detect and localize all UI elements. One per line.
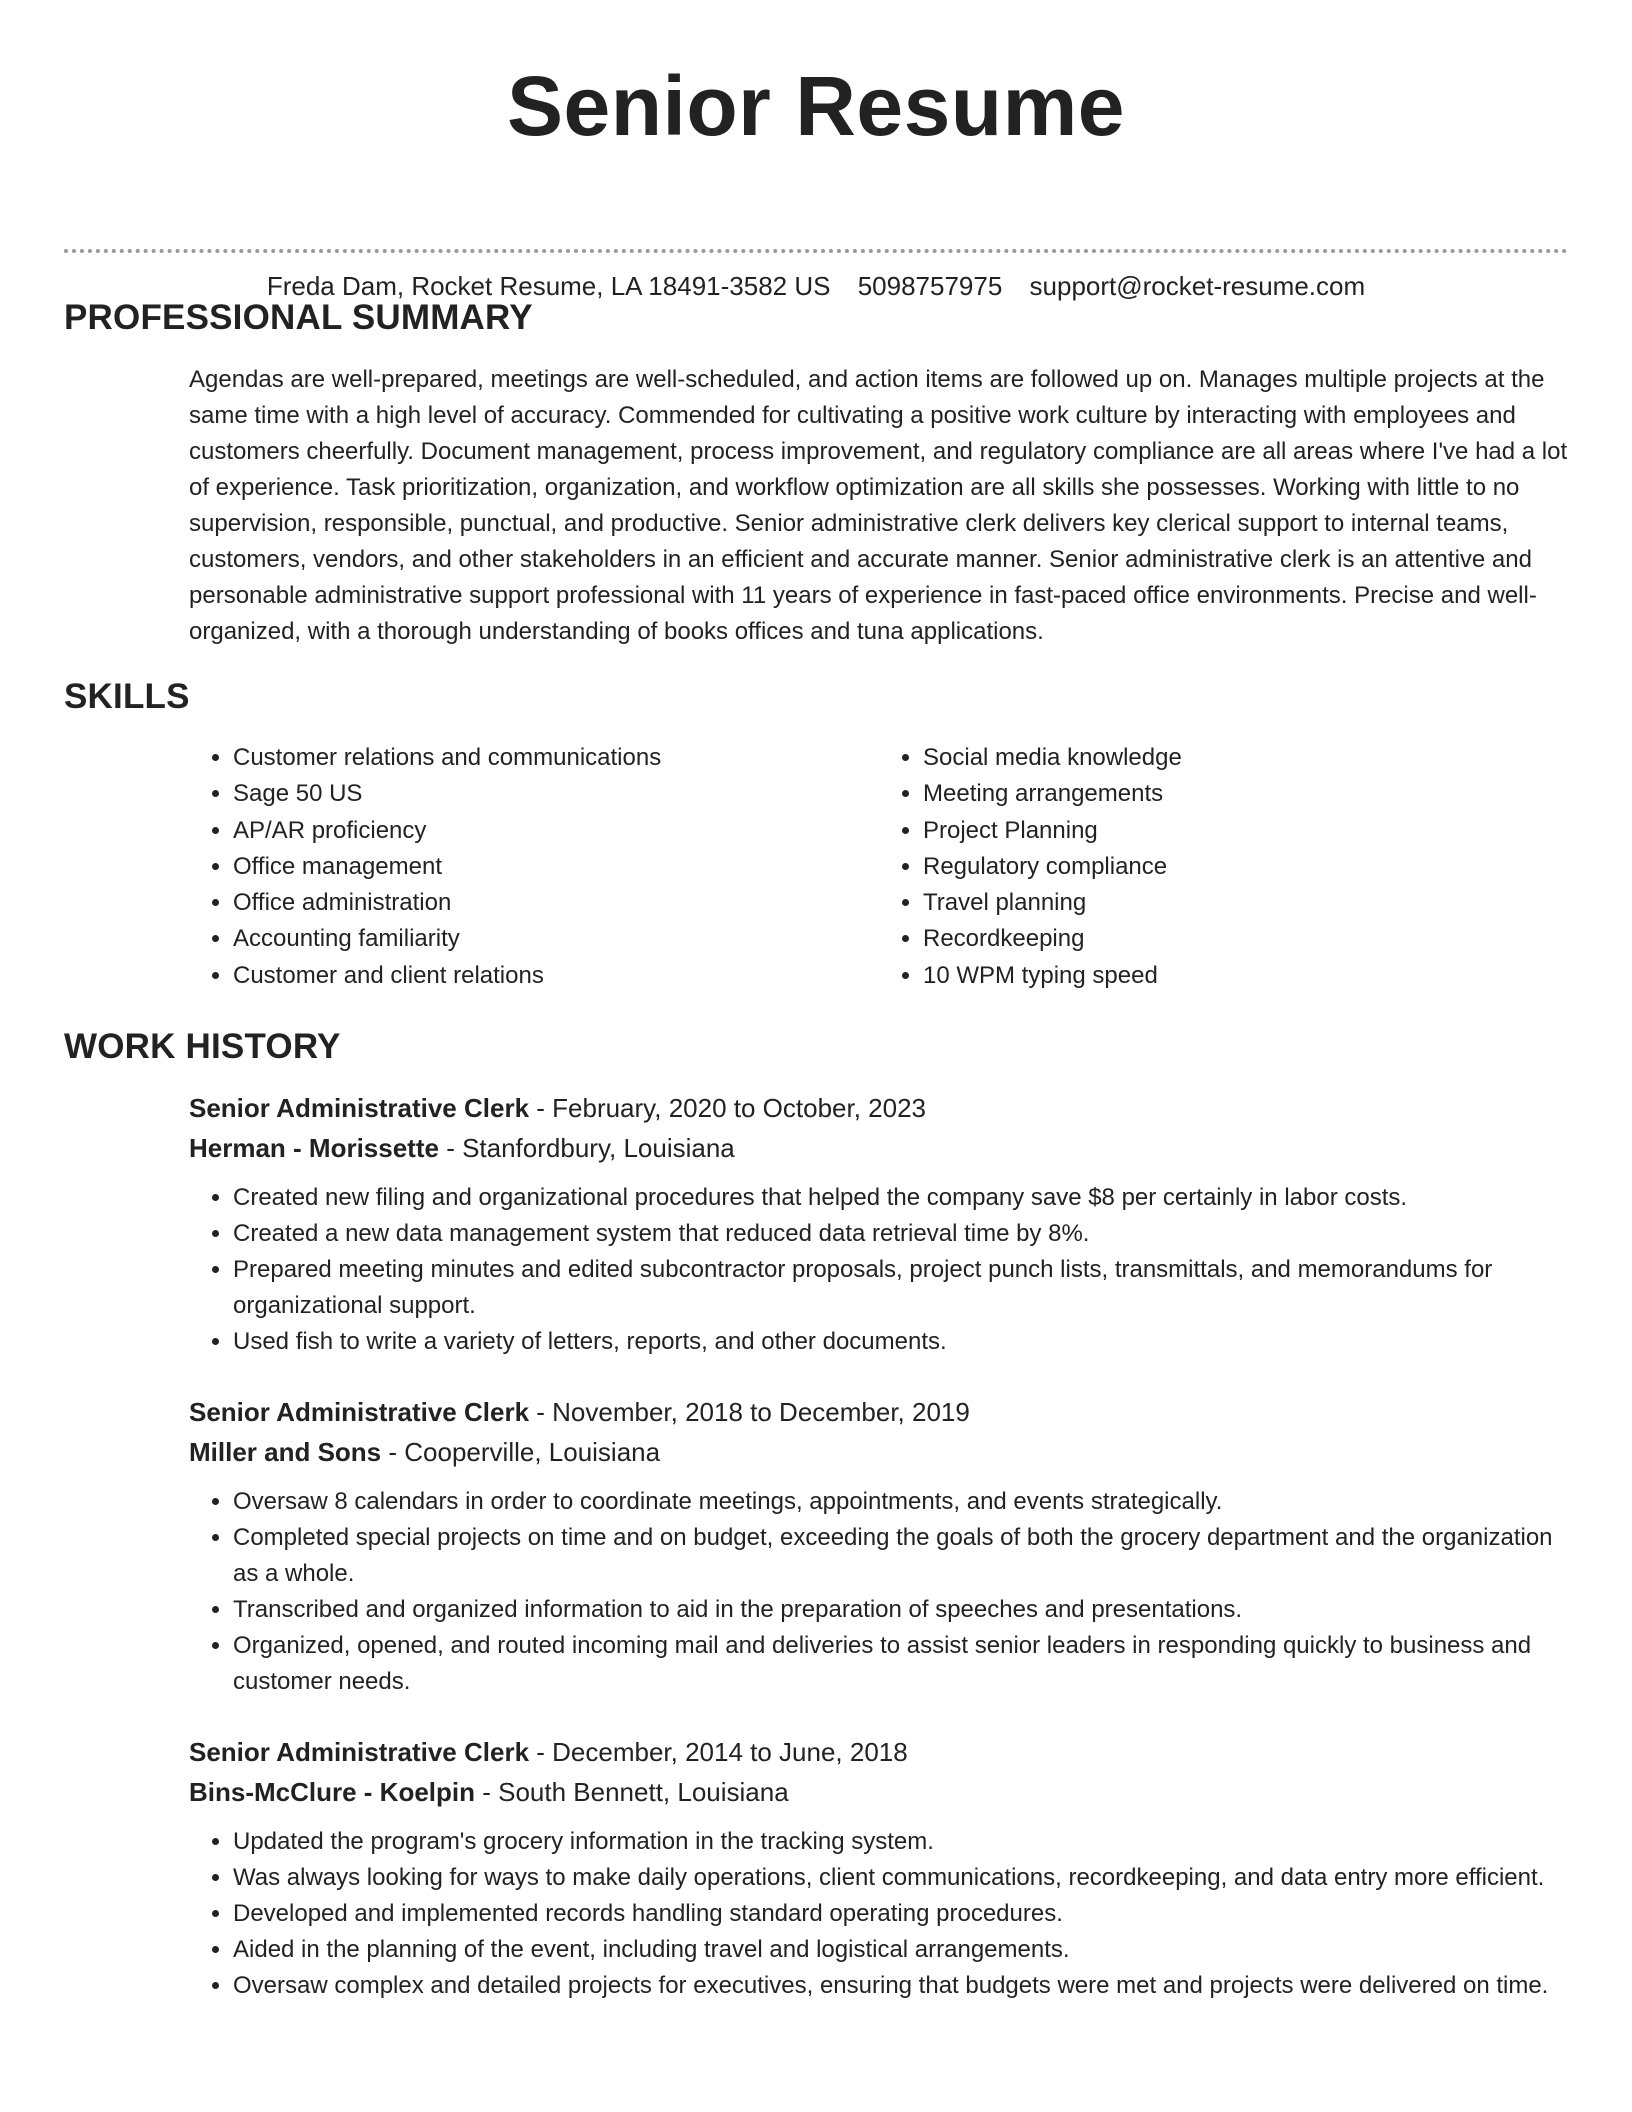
job-dates: - November, 2018 to December, 2019 — [529, 1397, 970, 1427]
job-location: - South Bennett, Louisiana — [475, 1777, 789, 1807]
job-bullet: • Developed and implemented records handling standard operating procedures. — [233, 1896, 1569, 1932]
job-entry — [189, 1088, 1569, 1360]
job-company-line — [189, 1772, 1569, 1812]
job-dates: - February, 2020 to October, 2023 — [529, 1093, 927, 1123]
job-location: - Cooperville, Louisiana — [381, 1437, 661, 1467]
job-bullet: • Oversaw 8 calendars in order to coordinate meetings, appointments, and events strategically. — [233, 1484, 1569, 1520]
job-title-line — [189, 1392, 1569, 1432]
job-title: Senior Administrative Clerk — [189, 1093, 530, 1123]
skill-item: • Office administration — [233, 885, 879, 921]
job-bullets — [189, 1484, 1569, 1700]
skill-item: • Accounting familiarity — [233, 921, 879, 957]
job-entry — [189, 1732, 1569, 2004]
job-bullet: • Was always looking for ways to make daily operations, client communications, recordkeeping, and data entry more efficient. — [233, 1860, 1569, 1896]
job-title: Senior Administrative Clerk — [189, 1397, 530, 1427]
skill-item: • Meeting arrangements — [923, 776, 1569, 812]
job-company: Bins-McClure - Koelpin — [189, 1777, 476, 1807]
job-bullet: • Completed special projects on time and on budget, exceeding the goals of both the grocery department and the organization as a whole. — [233, 1520, 1569, 1592]
resume-page — [64, 0, 1568, 1999]
job-bullet: • Organized, opened, and routed incoming mail and deliveries to assist senior leaders in responding quickly to business and customer needs. — [233, 1628, 1569, 1700]
skills-heading: SKILLS — [64, 677, 190, 716]
job-bullet: • Transcribed and organized information to aid in the preparation of speeches and presentations. — [233, 1592, 1569, 1628]
contact-email: support@rocket-resume.com — [1029, 271, 1366, 301]
job-location: - Stanfordbury, Louisiana — [438, 1133, 735, 1163]
skills-column-right — [879, 740, 1569, 994]
work-history-heading: WORK HISTORY — [64, 1027, 341, 1066]
skill-item: • AP/AR proficiency — [233, 813, 879, 849]
job-bullets — [189, 1180, 1569, 1360]
job-bullet: • Aided in the planning of the event, including travel and logistical arrangements. — [233, 1932, 1569, 1968]
job-bullets — [189, 1824, 1569, 2004]
job-company: Herman - Morissette — [189, 1133, 439, 1163]
resume-title: Senior Resume — [506, 59, 1126, 153]
skill-item: • Sage 50 US — [233, 776, 879, 812]
job-bullet: • Updated the program's grocery information in the tracking system. — [233, 1824, 1569, 1860]
skills-column-left — [189, 740, 879, 994]
job-dates: - December, 2014 to June, 2018 — [529, 1737, 908, 1767]
skill-item: • Recordkeeping — [923, 921, 1569, 957]
job-company: Miller and Sons — [189, 1437, 382, 1467]
contact-address: Freda Dam, Rocket Resume, LA 18491-3582 US — [266, 271, 831, 301]
skill-item: • Customer relations and communications — [233, 740, 879, 776]
summary-text: Agendas are well-prepared, meetings are well-scheduled, and action items are followed up on. Manages multiple projects at the same time with a high level of accuracy. Commended for cultivating a positive work culture by interacting with employees and customers cheerfully. Document management, process improvement, and regulatory compliance are all areas where I've had a lot of experience. Task prioritization, organization, and workflow optimization are all skills she possesses. Working with little to no supervision, responsible, punctual, and productive. Senior administrative clerk delivers key clerical support to internal teams, customers, vendors, and other stakeholders in an efficient and accurate manner. Senior administrative clerk is an attentive and personable administrative support professional with 11 years of experience in fast-paced office environments. Precise and well-organized, with a thorough understanding of books offices and tuna applications. — [189, 366, 1568, 645]
header-divider — [64, 249, 1568, 253]
skill-item: • Travel planning — [923, 885, 1569, 921]
skill-item: • Project Planning — [923, 813, 1569, 849]
skill-item: • Customer and client relations — [233, 958, 879, 994]
job-title-line — [189, 1732, 1569, 1772]
job-bullet: • Oversaw complex and detailed projects for executives, ensuring that budgets were met and projects were delivered on time. — [233, 1968, 1569, 2004]
skill-item: • Office management — [233, 849, 879, 885]
job-bullet: • Used fish to write a variety of letters, reports, and other documents. — [233, 1324, 1569, 1360]
contact-phone: 5098757975 — [857, 271, 1003, 301]
job-entry — [189, 1392, 1569, 1700]
skill-item: • Regulatory compliance — [923, 849, 1569, 885]
job-company-line — [189, 1128, 1569, 1168]
summary-heading: PROFESSIONAL SUMMARY — [64, 298, 533, 337]
skill-item: • Social media knowledge — [923, 740, 1569, 776]
job-bullet: • Prepared meeting minutes and edited subcontractor proposals, project punch lists, transmittals, and memorandums for organizational support. — [233, 1252, 1569, 1324]
skills-list — [189, 740, 1569, 994]
job-title: Senior Administrative Clerk — [189, 1737, 530, 1767]
job-title-line — [189, 1088, 1569, 1128]
job-bullet: • Created new filing and organizational procedures that helped the company save $8 per certainly in labor costs. — [233, 1180, 1569, 1216]
job-bullet: • Created a new data management system that reduced data retrieval time by 8%. — [233, 1216, 1569, 1252]
job-company-line — [189, 1432, 1569, 1472]
skill-item: • 10 WPM typing speed — [923, 958, 1569, 994]
